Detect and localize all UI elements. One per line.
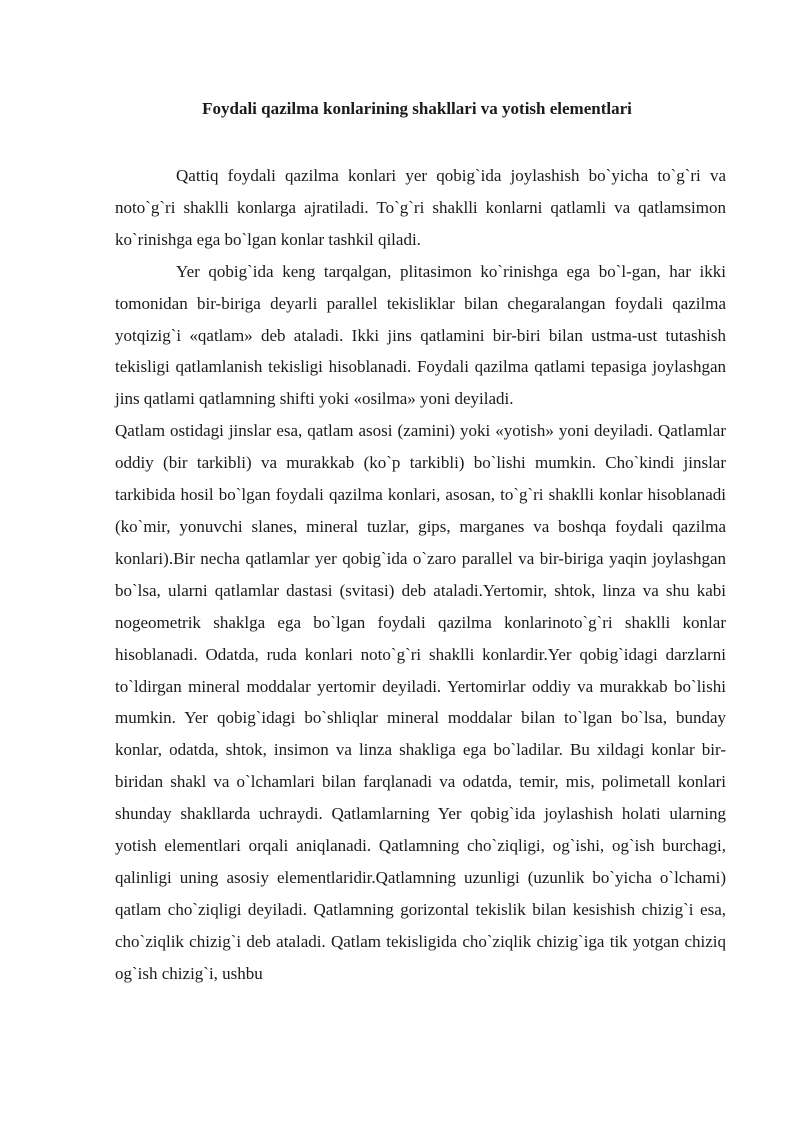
- paragraph-3: Qatlam ostidagi jinslar esa, qatlam asosi (zamini) yoki «yotish» yoni deyiladi. Qatlamlar oddiy (bir tarkibli) va murakkab (ko`p tarkibli) bo`lishi mumkin. Cho`kindi jinslar tarkibida hosil bo`lgan foydali qazilma konlari, asosan, to`g`ri shaklli konlar hisoblanadi (ko`mir, yonuvchi slanes, mineral tuzlar, gips, marganes va boshqa foydali qazilma konlari).Bir necha qatlamlar yer qobig`ida o`zaro parallel va bir-biriga yaqin joylashgan bo`lsa, ularni qatlamlar dastasi (svitasi) deb ataladi.Yertomir, shtok, linza va shu kabi nogeometrik shaklga ega bo`lgan foydali qazilma konlarinoto`g`ri shaklli konlar hisoblanadi. Odatda, ruda konlari noto`g`ri shaklli konlardir.Yer qobig`idagi darzlarni to`ldirgan mineral moddalar yertomir deyiladi. Yertomirlar oddiy va murakkab bo`lishi mumkin. Yer qobig`idagi bo`shliqlar mineral moddalar bilan to`lgan bo`lsa, bunday konlar, odatda, shtok, insimon va linza shakliga ega bo`ladilar. Bu xildagi konlar bir-biridan shakl va o`lchamlari bilan farqlanadi va odatda, temir, mis, polimetall konlari shunday shakllarda uchraydi. Qatlamlarning Yer qobig`ida joylashish holati ularning yotish elementlari orqali aniqlanadi. Qatlamning cho`ziqligi, og`ishi, og`ish burchagi, qalinligi uning asosiy elementlaridir.Qatlamning uzunligi (uzunlik bo`yicha o`lchami) qatlam cho`ziqligi deyiladi. Qatlamning gorizontal tekislik bilan kesishish chizig`i esa, cho`ziqlik chizig`i deb ataladi. Qatlam tekisligida cho`ziqlik chizig`iga tik yotgan chiziq og`ish chizig`i, ushbu: [115, 421, 726, 983]
- document-title: Foydali qazilma konlarining shakllari va yotish elementlari: [202, 99, 632, 118]
- paragraph-2: Yer qobig`ida keng tarqalgan, plitasimon ko`rinishga ega bo`l-gan, har ikki tomonidan bir-biriga deyarli parallel tekisliklar bilan chegaralangan foydali qazilma yotqizig`i «qatlam» deb ataladi. Ikki jins qatlamini bir-biri bilan ustma-ust tutashish tekisligi qatlamlanish tekisligi hisoblanadi. Foydali qazilma qatlami tepasiga joylashgan jins qatlami qatlamning shifti yoki «osilma» yoni deyiladi.: [115, 261, 726, 409]
- paragraph-1: Qattiq foydali qazilma konlari yer qobig`ida joylashish bo`yicha to`g`ri va noto`g`ri shaklli konlarga ajratiladi. To`g`ri shaklli konlarni qatlamli va qatlamsimon ko`rinishga ega bo`lgan konlar tashkil qiladi.: [115, 166, 726, 249]
- document-body: [115, 160, 726, 990]
